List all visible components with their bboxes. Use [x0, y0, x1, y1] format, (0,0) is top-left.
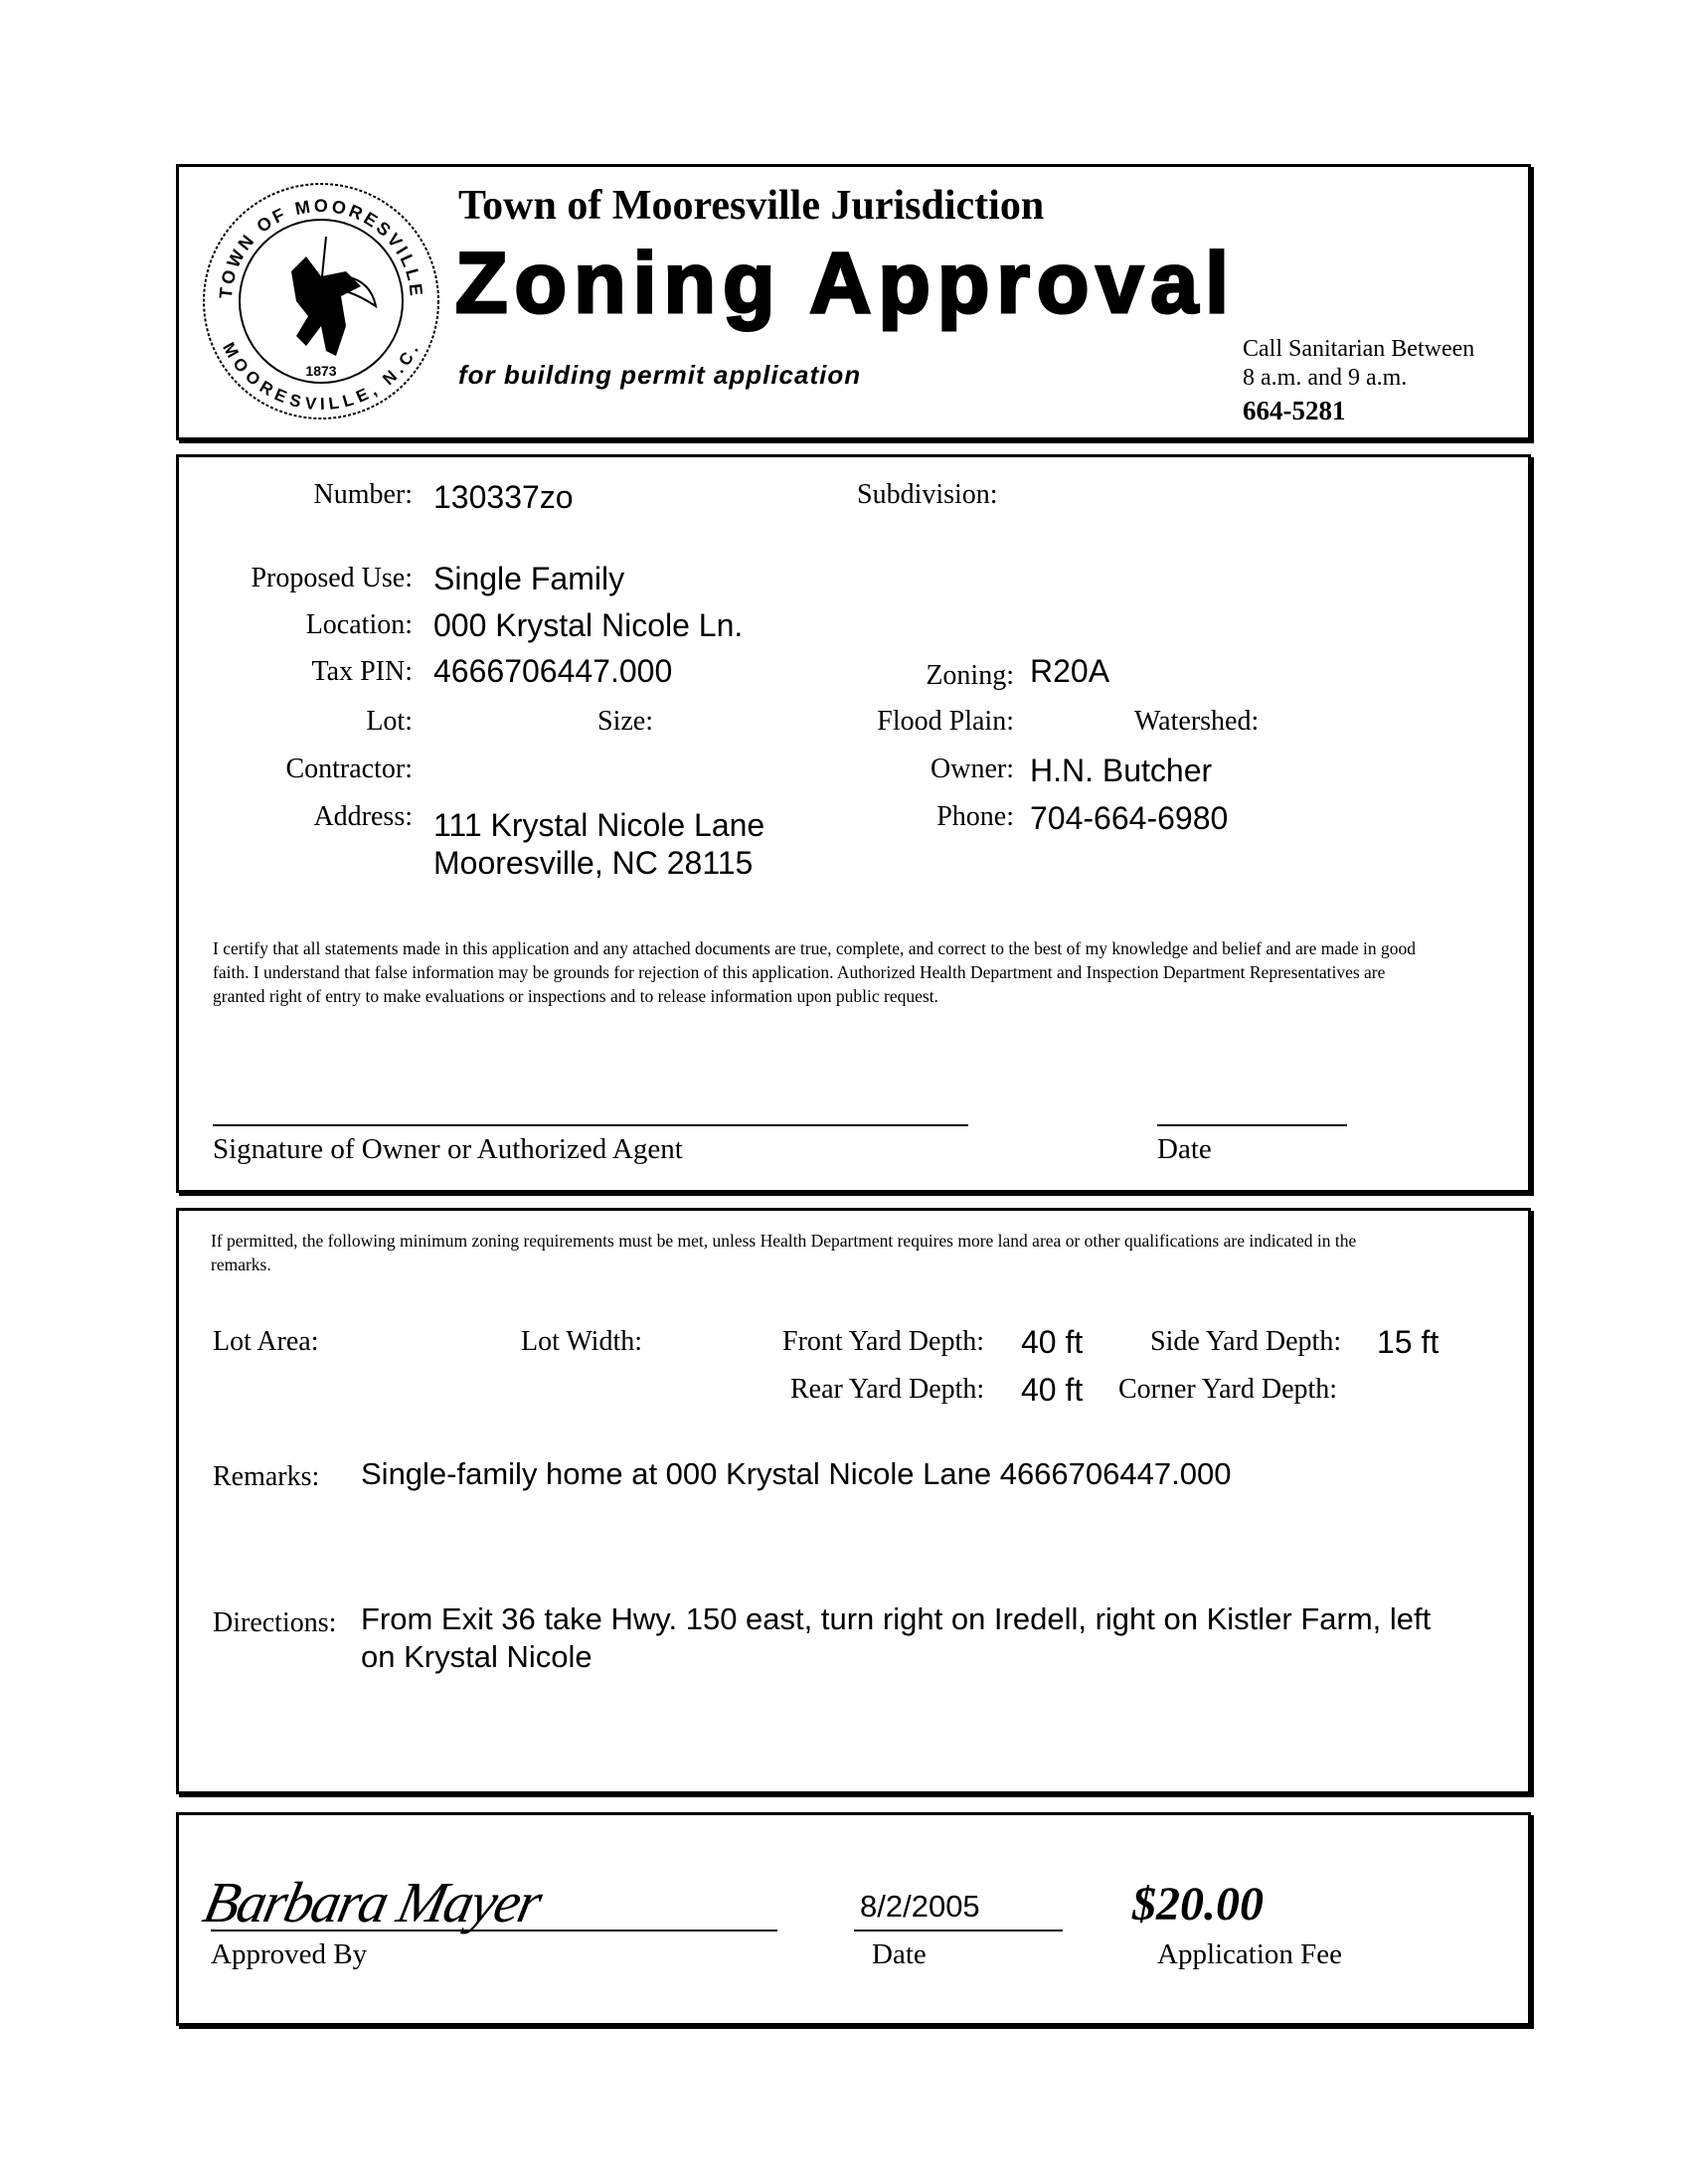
approval-date-label: Date: [872, 1938, 927, 1970]
remarks-label: Remarks:: [213, 1461, 320, 1492]
rear-yard-value: 40 ft: [1021, 1372, 1084, 1408]
lot-area-label: Lot Area:: [213, 1326, 319, 1357]
signature-label: Signature of Owner or Authorized Agent: [213, 1133, 683, 1165]
owner-value: H.N. Butcher: [1030, 753, 1213, 788]
approved-by-label: Approved By: [211, 1938, 368, 1970]
form-subtitle: for building permit application: [458, 360, 862, 390]
svg-text:TOWN OF MOORESVILLE: TOWN OF MOORESVILLE: [215, 195, 427, 300]
form-title: Zoning Approval: [455, 236, 1236, 331]
number-value: 130337zo: [433, 479, 574, 515]
watershed-label: Watershed:: [1134, 706, 1260, 737]
owner-label: Owner:: [931, 754, 1014, 784]
address-line2: Mooresville, NC 28115: [433, 845, 754, 881]
svg-text:1873: 1873: [305, 363, 337, 379]
application-fee-label: Application Fee: [1157, 1938, 1343, 1970]
proposed-use-value: Single Family: [433, 561, 625, 596]
tax-pin-label: Tax PIN:: [311, 656, 413, 687]
sanitarian-phone: 664-5281: [1243, 396, 1346, 425]
directions-line1: From Exit 36 take Hwy. 150 east, turn right on Iredell, right on Kistler Farm, left: [361, 1601, 1432, 1636]
approver-signature: Barbara Mayer: [198, 1870, 547, 1934]
owner-date-line[interactable]: [1157, 1124, 1347, 1126]
application-fee-value: $20.00: [1132, 1878, 1264, 1931]
phone-value: 704-664-6980: [1030, 800, 1229, 836]
location-value: 000 Krystal Nicole Ln.: [433, 607, 744, 643]
rear-yard-label: Rear Yard Depth:: [790, 1374, 985, 1405]
directions-label: Directions:: [213, 1607, 337, 1638]
corner-yard-label: Corner Yard Depth:: [1118, 1374, 1338, 1405]
town-seal-logo: [197, 177, 445, 425]
certification-text: I certify that all statements made in this application and any attached documents are true, complete, and correct to the best of my knowledge and belief and are made in good faith. I understand that false information may be grounds for rejection of this application. Authorized Health Department and Inspection Department Representatives are granted right of entry to make evaluations or inspections and to release information upon public request.: [213, 938, 1416, 1006]
size-label: Size:: [597, 706, 653, 737]
address-line1: 111 Krystal Nicole Lane: [433, 807, 765, 843]
signature-date-label: Date: [1157, 1133, 1212, 1165]
subdivision-label: Subdivision:: [857, 479, 998, 510]
zoning-value: R20A: [1030, 653, 1110, 689]
tax-pin-value: 4666706447.000: [433, 653, 673, 689]
front-yard-value: 40 ft: [1021, 1324, 1084, 1360]
lot-width-label: Lot Width:: [521, 1326, 643, 1357]
address-label: Address:: [313, 801, 413, 832]
front-yard-label: Front Yard Depth:: [782, 1326, 985, 1357]
svg-text:MOORESVILLE, N.C.: MOORESVILLE, N.C.: [219, 339, 424, 415]
side-yard-value: 15 ft: [1377, 1324, 1440, 1360]
flood-plain-label: Flood Plain:: [877, 706, 1014, 737]
zoning-label: Zoning:: [926, 660, 1014, 691]
approver-signature-line: [211, 1930, 777, 1932]
directions-line2: on Krystal Nicole: [361, 1639, 593, 1674]
sanitarian-hours: 8 a.m. and 9 a.m.: [1243, 365, 1408, 391]
requirements-intro: If permitted, the following minimum zoning requirements must be met, unless Health Department requires more land area or other qualifications are indicated in the remarks.: [211, 1231, 1357, 1274]
approval-date-value: 8/2/2005: [860, 1889, 980, 1924]
side-yard-label: Side Yard Depth:: [1150, 1326, 1342, 1357]
jurisdiction-heading: Town of Mooresville Jurisdiction: [458, 183, 1045, 229]
location-label: Location:: [305, 609, 413, 640]
remarks-value: Single-family home at 000 Krystal Nicole Lane 4666706447.000: [361, 1456, 1232, 1491]
phone-label: Phone:: [936, 801, 1014, 832]
number-label: Number:: [313, 479, 413, 510]
contractor-label: Contractor:: [285, 754, 413, 784]
approval-date-line: [854, 1930, 1063, 1932]
requirements-box: [176, 1208, 1531, 1794]
proposed-use-label: Proposed Use:: [251, 563, 413, 593]
owner-signature-line[interactable]: [213, 1124, 968, 1126]
sanitarian-note: Call Sanitarian Between: [1243, 336, 1475, 362]
lot-label: Lot:: [366, 706, 413, 737]
